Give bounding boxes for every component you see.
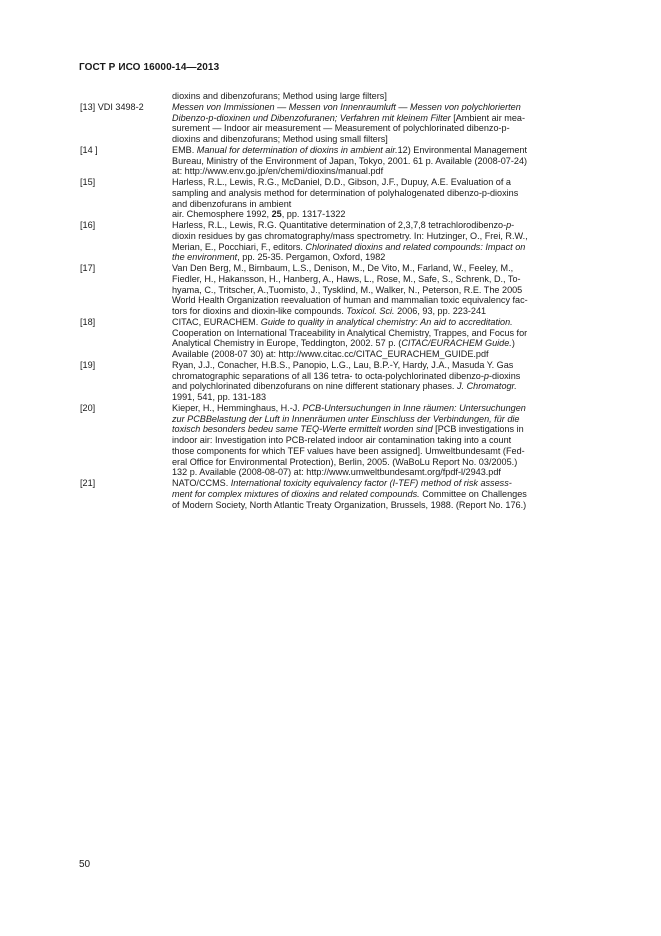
text-run: - [511,220,515,230]
text-run: Analytical Chemistry in Europe, Teddington, 2002. 57 p. ( [172,338,402,349]
text-run: p [506,220,512,230]
reference-line [172,371,610,382]
text-run: ment for complex mixtures of dioxins and related compounds. [172,488,420,499]
text-run: 12) Environmental Management [397,144,528,155]
text-run: Bureau, Ministry of the Environment of Japan, Tokyo, 2001. 61 p. Available (2008-07-24) [172,155,528,166]
text-run: , pp. 25-35. Pergamon, Oxford, 1982 [237,252,386,263]
reference-number: [13] VDI 3498-2 [80,101,144,112]
text-run: Available (2008-07 30) at: http://www.citac.cc/CITAC_EURACHEM_GUIDE.pdf [172,349,489,359]
text-run: CITAC/EURACHEM Guide. [401,338,512,349]
reference-text [172,102,610,145]
reference-line [172,295,610,306]
text-run: World Health Organization reevaluation of human and mammalian toxic equivalency fac- [172,295,528,306]
reference-line [172,177,610,188]
text-run: air. Chemosphere 1992, [172,209,272,220]
text-run: NATO/CCMS. [172,478,231,488]
text-run: chromatographic separations of all 136 tetra- to octa-polychlorinated dibenzo- [172,370,484,381]
reference-number: [16] [80,220,96,230]
reference-line [172,285,610,296]
reference-line [172,446,610,457]
text-run: the environment [172,252,238,263]
reference-line [172,435,610,446]
text-run: [Ambient air mea- [450,112,525,123]
reference-continuation [80,91,610,102]
reference-line [172,199,610,210]
text-run: , pp. 1317-1322 [281,209,346,220]
reference-line [172,145,610,156]
text-run: those components for which TEF values have been assigned]. Umweltbundesamt (Fed- [172,445,525,456]
reference-line [172,166,610,177]
reference-line [172,328,610,339]
reference-number: [20] [80,402,96,413]
text-run: Fiedler, H., Hakansson, H., Hanberg, A., Haws, L., Rose, M., Safe, S., Schrenk, D., To- [172,273,521,284]
reference-line [172,306,610,317]
text-run: Van Den Berg, M., Birnbaum, L.S., Denison, M., De Vito, M., Farland, W., Feeley, M., [172,263,514,273]
reference-line [172,263,610,274]
reference-entry [80,403,610,478]
reference-line [172,392,610,403]
reference-line [172,102,610,113]
reference-line [172,242,610,253]
text-run: dioxin residues by gas chromatography/mass spectrometry. In: Hutzinger, O., Frei, R.W., [172,230,528,241]
reference-text [172,263,610,317]
reference-entry [80,360,610,403]
text-run: Committee on Challenges [419,488,527,499]
text-run: 132 p. Available (2008-08-07) at: http://www.umweltbundesamt.org/fpdf-l/2943.pdf [172,467,501,478]
text-run: hyama, C., Tritscher, A.,Tuomisto, J., Tysklind, M., Walker, N., Peterson, R.E. The 2005 [172,284,523,295]
reference-line [172,467,610,478]
reference-line [172,489,610,500]
text-run: EMB. [172,144,197,155]
text-run: 25 [271,209,282,220]
text-run: 2006, 93, pp. 223-241 [394,306,487,316]
text-run: eral Office for Environmental Protection), Berlin, 2005. (WaBoLu Report No. 03/2005.) [172,456,518,467]
reference-line [172,317,610,328]
reference-line [172,424,610,435]
bibliography [80,91,610,510]
reference-text [172,220,610,263]
reference-number: [21] [80,478,96,488]
reference-line [172,414,610,425]
text-run: Dibenzo-p-dioxinen und Dibenzofuranen; Verfahren mit kleinem Filter [172,112,451,123]
text-run: J. Chromatogr. [456,381,517,392]
reference-number: [15] [80,177,96,187]
reference-line [172,457,610,468]
text-run: Toxicol. Sci. [346,306,395,316]
text-run: of Modern Society, North Atlantic Treaty Organization, Brussels, 1988. (Report No. 176.) [172,499,527,510]
reference-line [172,338,610,349]
reference-number: [17] [80,263,96,273]
reference-line [172,231,610,242]
reference-line [172,274,610,285]
text-run: Guide to quality in analytical chemistry: An aid to accreditation. [260,316,513,327]
reference-text [172,317,610,360]
reference-entry [80,102,610,145]
reference-number: [14 ] [80,144,98,155]
reference-line [172,252,610,263]
standard-header: ГОСТ Р ИСО 16000-14—2013 [79,62,220,73]
text-run: PCB-Untersuchungen in Inne räumen: Untersuchungen [302,402,526,413]
text-run: toxisch besonders bedeu same TEQ-Werte ermittelt worden sind [172,424,433,435]
text-run: Chlorinated dioxins and related compounds: Impact on [305,241,526,252]
text-run: dioxins and dibenzofurans; Method using small filters] [172,134,388,144]
text-run: and polychlorinated dibenzofurans on nine different stationary phases. [172,381,457,392]
reference-line [172,349,610,360]
reference-line [172,134,610,145]
reference-line: dioxins and dibenzofurans; Method using large filters] [172,91,387,101]
text-run: Cooperation on International Traceability in Analytical Chemistry, Trappes, and Focus for [172,327,528,338]
reference-text [172,145,610,177]
reference-number: [18] [80,316,96,327]
text-run: Manual for determination of dioxins in ambient air. [196,144,398,155]
page-number: 50 [79,859,91,870]
text-run: 1991, 541, pp. 131-183 [172,392,267,402]
reference-text [172,360,610,403]
reference-text [172,177,610,220]
text-run: CITAC, EURACHEM. [172,316,261,327]
reference-line [172,188,610,199]
reference-entry [80,317,610,360]
text-run: Ryan, J.J., Conacher, H.B.S., Panopio, L.G., Lau, B.P.-Y, Hardy, J.A., Masuda Y. Gas [172,359,514,370]
text-run: Kieper, H., Hemminghaus, H.-J. [172,402,303,413]
text-run: Messen von Immissionen — Messen von Innenraumluft — Messen von polychlorierten [172,101,521,112]
reference-line [172,381,610,392]
reference-line [172,156,610,167]
text-run: zur PCBBelastung der Luft in Innenräumen unter Einschluss der Verbindungen, für die [172,413,520,424]
text-run: and dibenzofurans in ambient [172,198,292,209]
reference-line [172,220,610,231]
text-run: International toxicity equivalency factor (I-TEF) method of risk assess- [230,478,512,488]
text-run: tors for dioxins and dioxin-like compounds. [172,306,347,316]
text-run: Merian, E., Pocchiari, F., editors. [172,241,306,252]
text-run: at: http://www.env.go.jp/en/chemi/dioxins/manual.pdf [172,166,384,177]
reference-number: [19] [80,359,96,370]
text-run: Harless, R.L., Lewis, R.G., McDaniel, D.D., Gibson, J.F., Dupuy, A.E. Evaluation of a [172,177,511,187]
reference-line [172,113,610,124]
reference-entry [80,220,610,263]
reference-text [172,478,610,510]
text-run: surement — Indoor air measurement — Measurement of polychlorinated dibenzo-p- [172,123,510,134]
reference-line [172,360,610,371]
text-run: sampling and analysis method for determination of polyhalogenated dibenzo-p-dioxins [172,187,519,198]
reference-entry [80,177,610,220]
text-run: [PCB investigations in [432,424,524,435]
reference-line [172,403,610,414]
text-run: Harless, R.L., Lewis, R.G. Quantitative determination of 2,3,7,8 tetrachlorodibenzo- [172,220,507,230]
reference-entry [80,145,610,177]
reference-line [172,500,610,511]
reference-entry [80,478,610,510]
reference-entry [80,263,610,317]
reference-line [172,123,610,134]
text-run: -dioxins [488,370,521,381]
reference-line [172,478,610,489]
reference-line [172,209,610,220]
text-run: ) [511,338,515,349]
reference-text [172,403,610,478]
text-run: indoor air: Investigation into PCB-related indoor air contamination taking into a count [172,435,512,445]
text-run: p [483,370,489,381]
